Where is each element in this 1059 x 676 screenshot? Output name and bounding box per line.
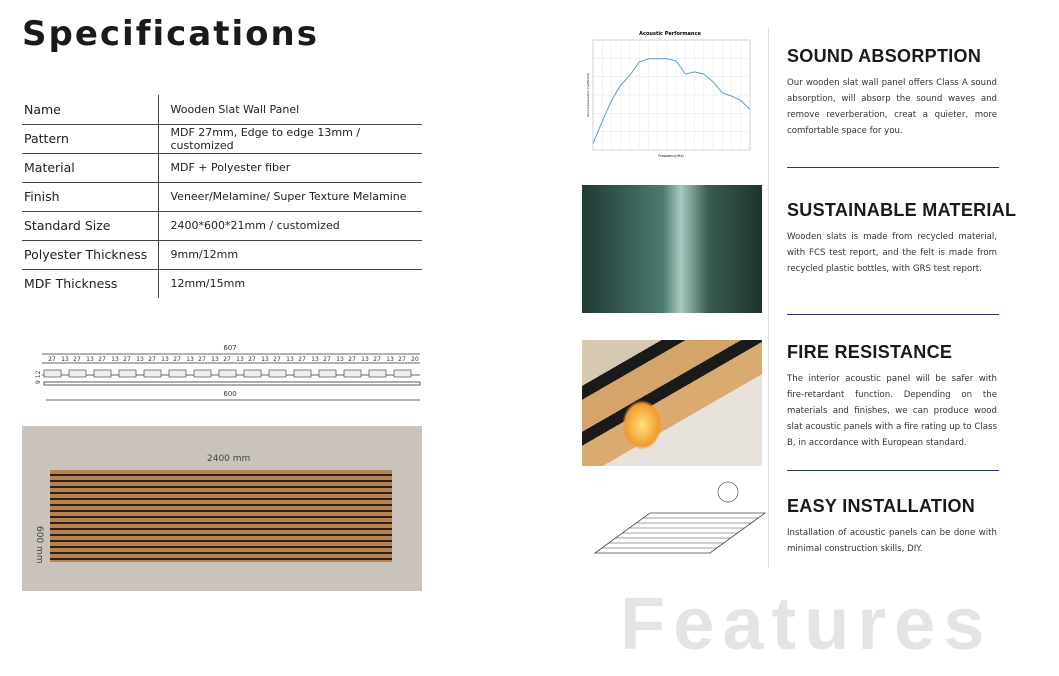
dimension-slat: 27 [248,356,256,363]
feature-section [787,496,997,557]
slat-panel [50,470,392,562]
dimension-gap: 13 [236,356,244,363]
slat-section [369,370,386,377]
spec-value: MDF 27mm, Edge to edge 13mm / customized [158,124,422,153]
chart-ylabel: Sound Absorption Coefficient [586,73,590,117]
forest-photo [582,185,762,313]
dimension-slat: 27 [173,356,181,363]
spec-name: Standard Size [22,211,158,240]
spec-row [22,269,422,298]
dimension-gap: 13 [286,356,294,363]
feature-title: SUSTAINABLE MATERIAL [787,200,1017,220]
dimension-gap: 13 [111,356,119,363]
spec-value: Wooden Slat Wall Panel [158,95,422,124]
dimension-slat: 27 [223,356,231,363]
dimension-gap: 13 [61,356,69,363]
spec-row [22,124,422,153]
dimension-slat: 27 [48,356,56,363]
dimension-gap: 13 [311,356,319,363]
slat-section [319,370,336,377]
divider [787,167,999,168]
spec-row [22,95,422,124]
spec-value: 2400*600*21mm / customized [158,211,422,240]
dimension-slat: 27 [323,356,331,363]
dimension-gap: 13 [386,356,394,363]
spec-row [22,240,422,269]
dimension-gap: 13 [361,356,369,363]
slat-section [169,370,186,377]
spec-name: Polyester Thickness [22,240,158,269]
chart-xlabel: Frequency(Hz) [658,154,684,158]
spec-row [22,211,422,240]
spec-row [22,182,422,211]
spec-value: 9mm/12mm [158,240,422,269]
slat-section [394,370,411,377]
slat-section [144,370,161,377]
slat-section [219,370,236,377]
dimension-slat: 27 [398,356,406,363]
spec-name: Finish [22,182,158,211]
spec-value: MDF + Polyester fiber [158,153,422,182]
spec-row [22,153,422,182]
dimension-gap: 13 [336,356,344,363]
dimension-slat: 27 [148,356,156,363]
slat-section [244,370,261,377]
divider [787,314,999,315]
page-title: Specifications [22,14,319,54]
dimension-gap: 13 [211,356,219,363]
dimension-slat: 27 [298,356,306,363]
spec-value: Veneer/Melamine/ Super Texture Melamine [158,182,422,211]
dimension-gap: 13 [161,356,169,363]
dimension-slat: 27 [73,356,81,363]
divider [787,470,999,471]
slat-section [344,370,361,377]
dimension-slat: 27 [273,356,281,363]
dimension-slat: 27 [373,356,381,363]
slat-section [194,370,211,377]
panel-height-label: 600 mm [34,526,44,564]
slat-section [94,370,111,377]
spec-name: Material [22,153,158,182]
feature-text: Installation of acoustic panels can be done with minimal construction skills, DIY. [787,528,997,554]
dimension-gap: 13 [136,356,144,363]
dimension-gap: 13 [86,356,94,363]
feature-section [787,46,997,139]
spec-table [22,95,422,298]
slat-section [119,370,136,377]
installation-diagram [580,478,770,563]
spec-name: MDF Thickness [24,276,118,292]
spec-value: 12mm/15mm [158,269,422,298]
feature-section [787,200,1017,277]
flame-icon [622,400,662,450]
slat-section [44,370,61,377]
dimension-slat: 27 [98,356,106,363]
panel-photo [22,426,422,591]
feature-text: Wooden slats is made from recycled material, with FCS test report, and the felt is made from recycled plastic bottles, with GRS test report. [787,232,997,274]
feature-title: EASY INSTALLATION [787,496,976,516]
dimension-gap: 13 [186,356,194,363]
chart-title: Acoustic Performance [639,31,701,37]
feature-title: SOUND ABSORPTION [787,46,982,66]
column-divider [768,28,769,568]
feature-section [787,342,997,451]
slat-section [294,370,311,377]
dimension-total: 607 [223,344,237,352]
dimension-thickness: 9 12 [35,370,42,384]
slat-section [269,370,286,377]
slat-cross-section-drawing [30,340,430,410]
spec-name: Name [22,95,158,124]
dimension-slat: 27 [123,356,131,363]
dimension-base: 600 [223,390,237,398]
screw-icon [718,482,738,502]
spec-name: Pattern [22,124,158,153]
fire-resistance-photo [582,340,762,466]
dimension-end: 20 [411,356,419,363]
slat-section [69,370,86,377]
dimension-gap: 13 [261,356,269,363]
feature-title: FIRE RESISTANCE [787,342,953,362]
acoustic-performance-chart [585,28,755,158]
chart-series-line [593,59,750,144]
dimension-slat: 27 [348,356,356,363]
feature-text: The interior acoustic panel will be safer with fire-retardant function. Depending on the materials and finishes, we can produce wood slat acoustic panels with a fire rating up to Class B, in accordance with European standard. [787,374,997,448]
panel-width-label: 2400 mm [207,454,251,464]
features-watermark: Features [620,582,993,665]
dimension-slat: 27 [198,356,206,363]
feature-text: Our wooden slat wall panel offers Class A sound absorption, will absorp the sound waves and remove reverberation, creat a quieter, more comfortable space for you. [787,78,997,136]
